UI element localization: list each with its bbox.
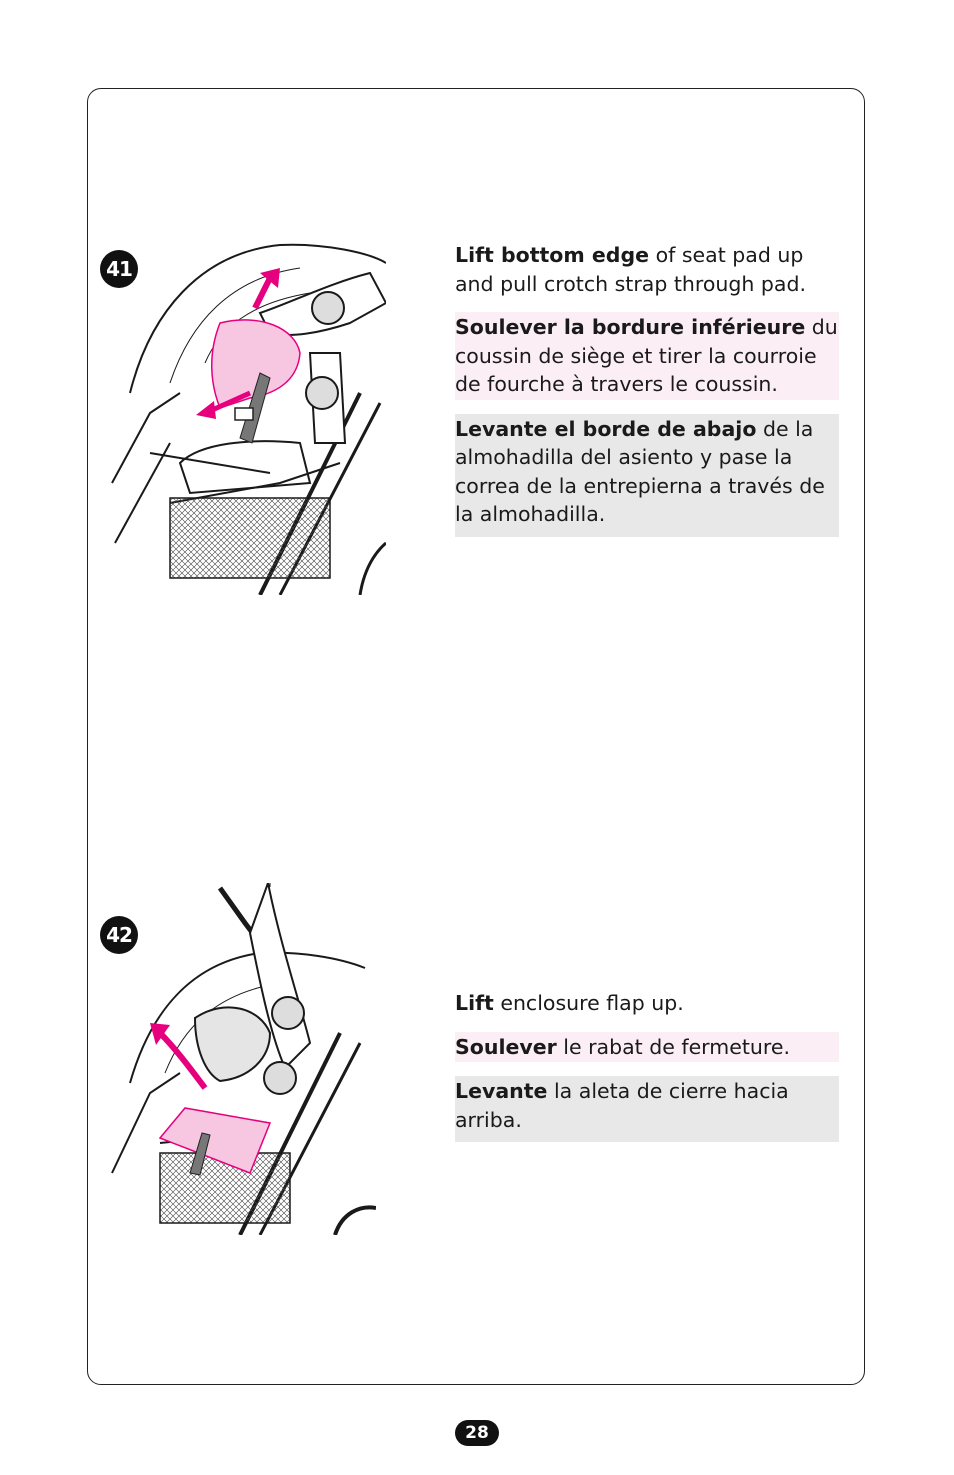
instruction-fr-rest: du coussin de siège et tirer la courroie de fourche à travers le coussin.: [455, 315, 838, 396]
instruction-en-bold: Lift: [455, 991, 494, 1015]
instruction-fr-rest: le rabat de fermeture.: [556, 1034, 790, 1059]
instruction-en: [455, 241, 839, 298]
instruction-en: [455, 989, 839, 1018]
instruction-es: [455, 1076, 839, 1142]
page-number-badge: 28: [455, 1420, 499, 1446]
instruction-es-bold: Levante el borde de abajo: [455, 416, 757, 441]
instruction-fr-bold: Soulever: [455, 1034, 557, 1059]
instruction-fr-bold: Soulever la bordure inférieure: [455, 315, 806, 339]
instruction-en-rest: enclosure flap up.: [493, 991, 684, 1015]
instruction-en-bold: Lift bottom edge: [455, 243, 650, 267]
stroller-seat-pad-illustration: [110, 243, 386, 595]
instruction-es-rest: de la almohadilla del asiento y pase la correa de la entrepierna a través de la almohadilla.: [455, 416, 825, 526]
step-42-text: [455, 989, 839, 1142]
instruction-es-bold: Levante: [455, 1079, 548, 1103]
instruction-es-rest: la aleta de cierre hacia arriba.: [455, 1079, 789, 1132]
instruction-fr: [455, 312, 839, 400]
instruction-fr: [455, 1032, 839, 1063]
step-number-badge: 41: [100, 250, 138, 288]
step-41-text: [455, 241, 839, 537]
instruction-es: [455, 414, 839, 537]
stroller-enclosure-flap-illustration: [110, 883, 376, 1235]
step-number-badge: 42: [100, 916, 138, 954]
instruction-en-rest: of seat pad up and pull crotch strap through pad.: [455, 243, 807, 296]
